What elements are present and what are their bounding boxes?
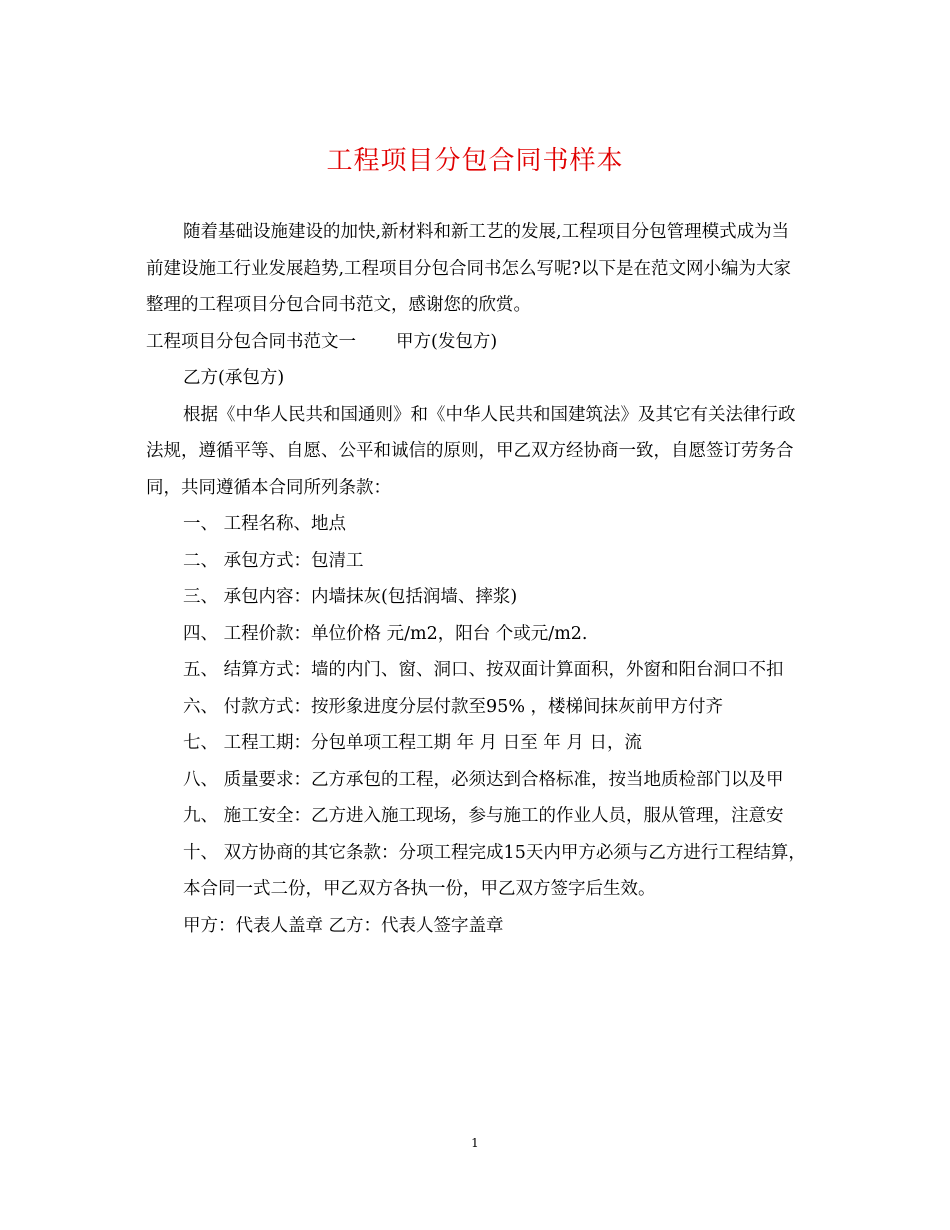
clause-5: 五、 结算方式：墙的内门、窗、洞口、按双面计算面积，外窗和阳台洞口不扣 (183, 660, 784, 680)
clause-4: 四、 工程价款：单位价格 元/m2，阳台 个或元/m2. (183, 623, 588, 644)
clause-6: 六、 付款方式：按形象进度分层付款至95% ，楼梯间抹灰前甲方付齐 (183, 696, 724, 717)
clause-10: 十、 双方协商的其它条款：分项工程完成15天内甲方必须与乙方进行工程结算， (183, 842, 806, 863)
document-title: 工程项目分包合同书样本 (326, 146, 624, 176)
party-a-label: 甲方(发包方) (396, 331, 498, 352)
preamble-paragraph: 根据《中华人民共和国通则》和《中华人民共和国建筑法》及其它有关法律行政法规，遵循平等、自愿、公平和诚信的原则，甲乙双方经协商一致，自愿签订劳务合同，共同遵循本合同所列条款： (146, 404, 796, 498)
clause-9: 九、 施工安全：乙方进入施工现场，参与施工的作业人员，服从管理，注意安 (183, 806, 784, 826)
clause-8: 八、 质量要求：乙方承包的工程，必须达到合格标准，按当地质检部门以及甲 (183, 769, 784, 790)
clause-3: 三、 承包内容：内墙抹灰(包括润墙、摔浆) (183, 587, 518, 607)
clause-1: 一、 工程名称、地点 (183, 514, 347, 534)
copies-note: 本合同一式二份，甲乙双方各执一份，甲乙双方签字后生效。 (183, 879, 656, 899)
clause-7: 七、 工程工期：分包单项工程工期 年 月 日至 年 月 日，流 (183, 733, 642, 753)
page-number: 1 (471, 1136, 479, 1150)
sample-heading: 工程项目分包合同书范文一 (146, 331, 356, 352)
party-b-label: 乙方(承包方) (183, 368, 285, 388)
clause-2: 二、 承包方式：包清工 (183, 550, 364, 571)
document-body (146, 214, 806, 944)
intro-paragraph: 随着基础设施建设的加快,新材料和新工艺的发展,工程项目分包管理模式成为当前建设施工行业发展趋势,工程项目分包合同书怎么写呢?以下是在范文网小编为大家整理的工程项目分包合同书范文，感谢您的欣赏。 (146, 222, 791, 315)
sample-heading-line (146, 324, 806, 361)
signature-line: 甲方：代表人盖章 乙方：代表人签字盖章 (183, 915, 504, 936)
